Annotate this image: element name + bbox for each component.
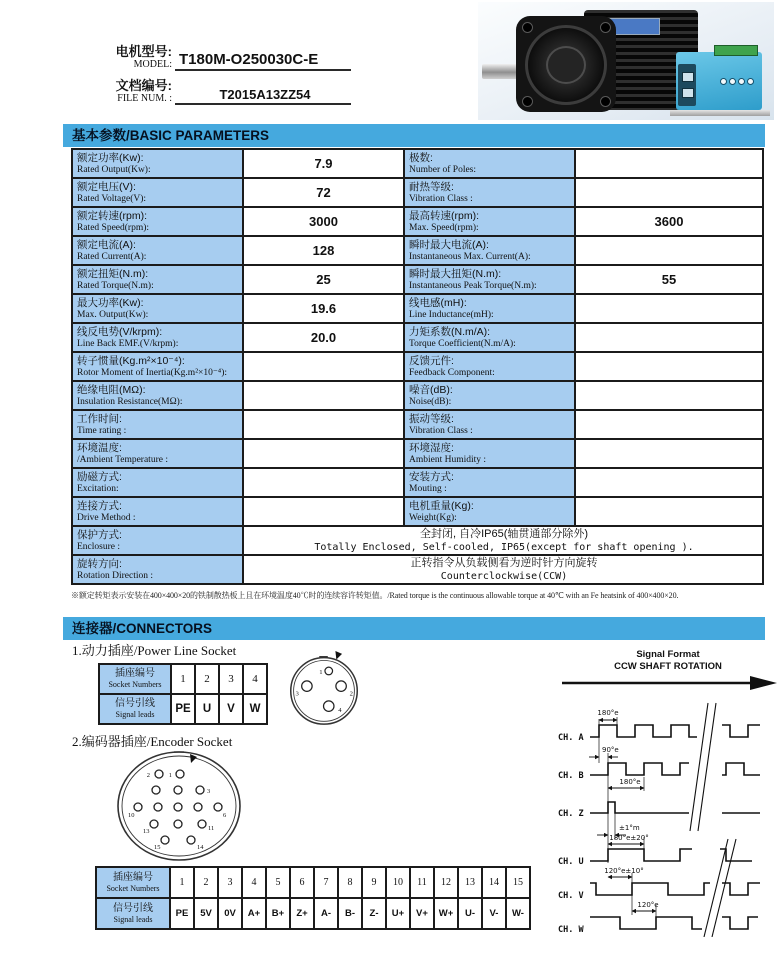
param-value — [575, 178, 763, 207]
socket-number-cell: 6 — [290, 867, 314, 898]
param-label: 瞬时最大电流(A): Instantaneous Max. Current(A): — [404, 236, 575, 265]
param-label: 工作时间: Time rating : — [72, 410, 243, 439]
waveform-b2 — [722, 763, 760, 775]
pin-label: 14 — [197, 844, 204, 851]
socket-number-cell: 1 — [170, 867, 194, 898]
orientation-arrow-icon — [335, 651, 342, 660]
signal-leads-header: 信号引线 Signal leads — [96, 898, 170, 929]
param-label: 噪音(dB): Noise(dB): — [404, 381, 575, 410]
table-row — [72, 410, 763, 439]
pin-hole — [154, 803, 162, 811]
pin-hole-14 — [187, 836, 195, 844]
socket-number-cell: 4 — [243, 664, 267, 694]
channel-label-b: CH. B — [558, 771, 584, 781]
param-value — [243, 439, 404, 468]
param-value — [243, 468, 404, 497]
pin-label: 3 — [207, 788, 211, 795]
param-label: 额定扭矩(N.m): Rated Torque(N.m): — [72, 265, 243, 294]
encoder-socket-diagram — [112, 750, 246, 862]
param-value — [575, 439, 763, 468]
channel-label-u: CH. U — [558, 857, 584, 867]
pin-hole — [174, 820, 182, 828]
socket-number-cell: 5 — [266, 867, 290, 898]
channel-label-a: CH. A — [558, 733, 584, 743]
param-value: 3600 — [575, 207, 763, 236]
socket-number-cell: 13 — [458, 867, 482, 898]
controller-baseplate — [670, 110, 770, 116]
socket-number-cell: 8 — [338, 867, 362, 898]
waveform-v2 — [722, 883, 760, 895]
param-label: 力矩系数(N.m/A): Torque Coefficient(N.m/A): — [404, 323, 575, 352]
table-row — [72, 323, 763, 352]
table-row — [72, 207, 763, 236]
pin-label: 2 — [146, 772, 150, 779]
socket-number-cell: 1 — [171, 664, 195, 694]
signal-leads-header: 信号引线 Signal leads — [99, 694, 171, 724]
table-row — [96, 898, 530, 929]
pin-hole-3 — [196, 786, 204, 794]
param-label: 连接方式: Drive Method : — [72, 497, 243, 526]
param-label: 额定转速(rpm): Rated Speed(rpm): — [72, 207, 243, 236]
table-row — [72, 381, 763, 410]
param-value — [243, 352, 404, 381]
signal-lead-cell: V+ — [410, 898, 434, 929]
channel-label-v: CH. V — [558, 891, 584, 901]
pin-label: 3 — [295, 690, 299, 698]
section-bar-connectors: 连接器/CONNECTORS — [63, 617, 765, 640]
pin-hole-3 — [302, 681, 312, 691]
table-row — [96, 867, 530, 898]
signal-lead-cell: Z- — [362, 898, 386, 929]
param-label: 线电感(mH): Line Inductance(mH): — [404, 294, 575, 323]
socket-number-cell: 14 — [482, 867, 506, 898]
param-label: 环境湿度: Ambient Humidity : — [404, 439, 575, 468]
table-row — [72, 352, 763, 381]
param-value — [243, 410, 404, 439]
param-label: 极数: Number of Poles: — [404, 149, 575, 178]
socket-number-cell: 10 — [386, 867, 410, 898]
waveform-b — [590, 763, 689, 775]
model-value: T180M-O250030C-E — [179, 51, 319, 68]
signal-lead-cell: U+ — [386, 898, 410, 929]
pin-hole — [174, 803, 182, 811]
param-label: 绝缘电阻(MΩ): Insulation Resistance(MΩ): — [72, 381, 243, 410]
basic-parameters-table — [71, 148, 764, 585]
rated-torque-note: ※额定转矩表示安装在400×400×20的铁制散热板上且在环境温度40℃时的连续容许转矩值。/Rated torque is the continuous allowable torque at 40℃ with an Fe heatsink of 400×400×20. — [71, 591, 679, 600]
table-row — [72, 236, 763, 265]
break-mark — [690, 703, 708, 831]
pin-hole — [152, 786, 160, 794]
encoder-socket-heading: 2.编码器插座/Encoder Socket — [72, 734, 233, 749]
pin-hole-15 — [161, 836, 169, 844]
param-label: 反馈元件: Feedback Component: — [404, 352, 575, 381]
pin-hole — [194, 803, 202, 811]
param-label: 线反电势(V/krpm): Line Back EMF.(V/krpm): — [72, 323, 243, 352]
socket-number-cell: 15 — [506, 867, 530, 898]
table-row — [99, 664, 267, 694]
pin-label: 4 — [338, 706, 342, 714]
param-value: 128 — [243, 236, 404, 265]
controller-connectors — [678, 64, 696, 106]
timing-title-line1: Signal Format — [636, 649, 700, 660]
file-number-field — [112, 78, 351, 105]
socket-number-cell: 12 — [434, 867, 458, 898]
signal-lead-cell: PE — [170, 898, 194, 929]
param-value: 25 — [243, 265, 404, 294]
table-row — [99, 694, 267, 724]
socket-number-cell: 4 — [242, 867, 266, 898]
pin-hole-6 — [214, 803, 222, 811]
pin-hole-13 — [150, 820, 158, 828]
param-label: 电机重量(Kg): Weight(Kg): — [404, 497, 575, 526]
socket-number-cell: 2 — [194, 867, 218, 898]
pin-hole-2 — [155, 770, 163, 778]
signal-lead-cell: A- — [314, 898, 338, 929]
pin-hole-1 — [325, 667, 333, 675]
signal-lead-cell: U — [195, 694, 219, 724]
pin-label: 2 — [349, 690, 353, 698]
power-socket-table — [98, 663, 268, 725]
document-header — [112, 44, 351, 112]
signal-lead-cell: V — [219, 694, 243, 724]
annotation-180e-b: 180°e — [619, 778, 641, 786]
section-bar-basic-parameters: 基本参数/BASIC PARAMETERS — [63, 124, 765, 147]
signal-lead-cell: 0V — [218, 898, 242, 929]
socket-number-cell: 3 — [218, 867, 242, 898]
pin-hole-2 — [336, 681, 346, 691]
param-value — [575, 381, 763, 410]
channel-label-w: CH. W — [558, 925, 584, 935]
table-row — [72, 149, 763, 178]
param-label: 额定电流(A): Rated Current(A): — [72, 236, 243, 265]
param-value: 7.9 — [243, 149, 404, 178]
socket-number-cell: 3 — [219, 664, 243, 694]
param-value-span: 正转指令从负载侧看为逆时针方向旋转 Counterclockwise(CCW) — [243, 555, 763, 584]
signal-lead-cell: U- — [458, 898, 482, 929]
signal-lead-cell: V- — [482, 898, 506, 929]
param-value: 72 — [243, 178, 404, 207]
param-value — [575, 468, 763, 497]
table-row-enclosure — [72, 526, 763, 555]
param-value — [575, 410, 763, 439]
timing-title-line2: CCW SHAFT ROTATION — [614, 661, 722, 672]
waveform-a2 — [722, 725, 760, 737]
annotation-120e-w: 120°e — [637, 901, 659, 909]
table-row — [72, 294, 763, 323]
signal-lead-cell: W — [243, 694, 267, 724]
socket-number-cell: 7 — [314, 867, 338, 898]
param-value: 19.6 — [243, 294, 404, 323]
param-value-span: 全封闭, 自冷IP65(轴贯通部分除外) Totally Enclosed, Self-cooled, IP65(except for shaft opening ). — [243, 526, 763, 555]
param-value — [575, 497, 763, 526]
waveform-w — [590, 917, 702, 929]
param-value — [575, 352, 763, 381]
file-label-cn: 文档编号: — [115, 78, 172, 93]
signal-lead-cell: Z+ — [290, 898, 314, 929]
param-label: 励磁方式: Excitation: — [72, 468, 243, 497]
param-value — [575, 236, 763, 265]
signal-lead-cell: B+ — [266, 898, 290, 929]
table-row — [72, 265, 763, 294]
waveform-u — [590, 849, 692, 861]
waveform-w2 — [722, 917, 758, 929]
pin-label: 1 — [168, 772, 172, 779]
terminal-block — [714, 45, 758, 56]
pin-hole-11 — [198, 820, 206, 828]
signal-lead-cell: 5V — [194, 898, 218, 929]
table-row — [72, 178, 763, 207]
pin-hole — [174, 786, 182, 794]
annotation-180e20-u: 180°e±20° — [609, 834, 649, 842]
signal-lead-cell: B- — [338, 898, 362, 929]
table-row-rotation — [72, 555, 763, 584]
waveform-z — [590, 802, 689, 813]
param-value: 55 — [575, 265, 763, 294]
param-value — [575, 323, 763, 352]
pin-label: 6 — [223, 812, 227, 819]
table-row — [72, 439, 763, 468]
param-label: 保护方式: Enclosure : — [72, 526, 243, 555]
socket-numbers-header: 插座编号 Socket Numbers — [99, 664, 171, 694]
socket-number-cell: 2 — [195, 664, 219, 694]
controller-illustration — [676, 52, 762, 110]
table-row — [72, 468, 763, 497]
signal-lead-cell: PE — [171, 694, 195, 724]
model-label-cn: 电机型号: — [115, 44, 172, 59]
param-label: 环境温度: /Ambient Temperature : — [72, 439, 243, 468]
model-field — [112, 44, 351, 71]
param-label: 转子惯量(Kg.m²×10⁻⁴): Rotor Moment of Inertia(Kg.m²×10⁻⁴): — [72, 352, 243, 381]
param-value: 3000 — [243, 207, 404, 236]
waveform-v — [590, 883, 710, 895]
arrowhead-icon — [750, 676, 777, 690]
pin-label: 15 — [154, 844, 161, 851]
param-label: 最大功率(Kw): Max. Output(Kw): — [72, 294, 243, 323]
pin-hole-4 — [324, 701, 334, 711]
param-label: 旋转方向: Rotation Direction : — [72, 555, 243, 584]
product-photo — [478, 2, 774, 120]
motor-flange-illustration — [516, 16, 616, 112]
file-number-value: T2015A13ZZ54 — [219, 87, 311, 102]
annotation-90e-b: 90°e — [602, 746, 619, 754]
param-value — [243, 381, 404, 410]
socket-number-cell: 11 — [410, 867, 434, 898]
param-value — [575, 294, 763, 323]
power-socket-diagram — [286, 647, 362, 731]
annotation-120e10-v: 120°e±10° — [604, 867, 644, 875]
break-mark — [698, 703, 716, 831]
param-label: 最高转速(rpm): Max. Speed(rpm): — [404, 207, 575, 236]
pin-hole-10 — [134, 803, 142, 811]
param-label: 安装方式: Mouting : — [404, 468, 575, 497]
param-label: 额定功率(Kw): Rated Output(Kw): — [72, 149, 243, 178]
annotation-180e-a: 180°e — [597, 709, 619, 717]
timing-diagram — [556, 645, 778, 937]
param-label: 瞬时最大扭矩(N.m): Instantaneous Peak Torque(N.m): — [404, 265, 575, 294]
pin-label: 10 — [128, 812, 135, 819]
pin-label: 11 — [208, 825, 215, 832]
file-label-en: FILE NUM. : — [117, 93, 172, 104]
param-label: 耐热等级: Vibration Class : — [404, 178, 575, 207]
encoder-socket-table — [95, 866, 531, 930]
param-label: 额定电压(V): Rated Voltage(V): — [72, 178, 243, 207]
channel-label-z: CH. Z — [558, 809, 584, 819]
signal-lead-cell: A+ — [242, 898, 266, 929]
signal-lead-cell: W+ — [434, 898, 458, 929]
socket-numbers-header: 插座编号 Socket Numbers — [96, 867, 170, 898]
waveform-a — [590, 725, 697, 737]
signal-lead-cell: W- — [506, 898, 530, 929]
pin-hole-1 — [176, 770, 184, 778]
param-value — [243, 497, 404, 526]
power-socket-heading: 1.动力插座/Power Line Socket — [72, 643, 237, 658]
param-label: 振动等级: Vibration Class : — [404, 410, 575, 439]
annotation-1m-z: ±1°m — [619, 824, 640, 832]
param-value — [575, 149, 763, 178]
param-value: 20.0 — [243, 323, 404, 352]
pin-label: 13 — [143, 828, 150, 835]
model-label-en: MODEL: — [133, 59, 172, 70]
socket-number-cell: 9 — [362, 867, 386, 898]
pin-label: 1 — [319, 668, 323, 676]
table-row — [72, 497, 763, 526]
